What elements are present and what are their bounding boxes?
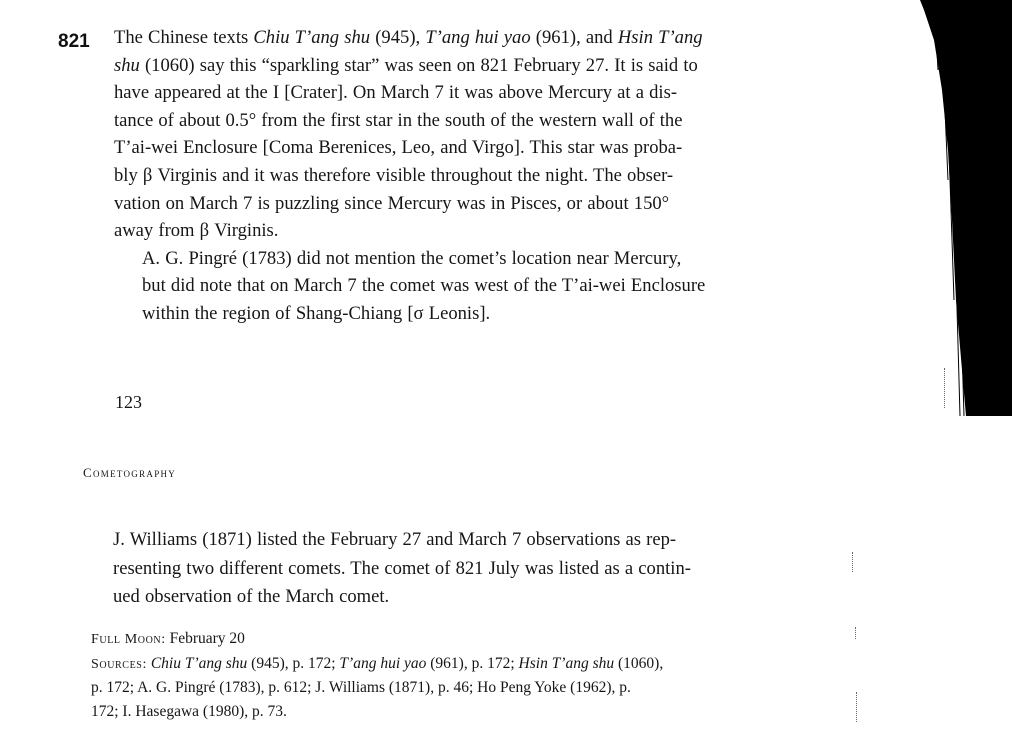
paragraph-williams	[86, 526, 786, 612]
paragraph-chinese-texts	[114, 24, 814, 245]
scan-binding-shadow	[912, 0, 1012, 416]
italic-title: Hsin T’ang shu	[518, 654, 615, 672]
text-run: (961), p. 172;	[426, 654, 519, 672]
paragraph-pingre	[114, 245, 814, 328]
text-run: (1060),	[614, 654, 664, 672]
italic-title: Hsin T’ang	[617, 27, 703, 48]
scan-artifact-dots	[944, 368, 946, 408]
sources-first-line	[147, 655, 663, 672]
text-line	[86, 526, 786, 555]
text-line	[114, 134, 814, 162]
text-line	[114, 217, 814, 245]
text-run: (945),	[370, 27, 426, 48]
text-line	[114, 107, 814, 135]
scan-artifact-dots	[852, 552, 854, 572]
sources-line	[91, 676, 791, 700]
text-run: p. 172; A. G. Pingré (1783), p. 612; J. Williams (1871), p. 46; Ho Peng Yoke (1962), p.	[91, 679, 631, 696]
text-run: bly β Virginis and it was therefore visible throughout the night. The obser-	[114, 164, 674, 186]
text-run: ued observation of the March comet.	[113, 586, 390, 607]
running-head: Cometography	[83, 465, 177, 480]
text-line	[114, 79, 814, 107]
full-moon-note	[91, 627, 791, 652]
entry-notes	[91, 627, 791, 723]
italic-title: Chiu T’ang shu	[253, 27, 371, 48]
text-run: but did note that on March 7 the comet was west of the T’ai-wei Enclosure	[142, 275, 706, 297]
text-line	[114, 162, 814, 190]
text-run: (1060) say this “sparkling star” was seen on 821 February 27. It is said to	[139, 54, 698, 76]
italic-title: T’ang hui yao	[425, 27, 531, 48]
text-run: resenting two different comets. The comet of 821 July was listed as a contin-	[113, 557, 691, 579]
italic-title: T’ang hui yao	[339, 654, 427, 672]
text-run: T’ai-wei Enclosure [Coma Berenices, Leo, and Virgo]. This star was proba-	[114, 137, 683, 159]
text-run: tance of about 0.5° from the first star in the south of the western wall of the	[114, 109, 683, 131]
text-run: The Chinese texts	[114, 27, 254, 48]
text-run: (945), p. 172;	[247, 654, 340, 672]
text-line	[114, 24, 814, 52]
scan-artifact-dots	[856, 692, 858, 722]
sources-label: Sources:	[91, 656, 147, 672]
sources-line	[91, 700, 791, 724]
text-line	[86, 555, 786, 584]
text-run: (961), and	[530, 27, 618, 48]
text-run: vation on March 7 is puzzling since Mercury was in Pisces, or about 150°	[114, 192, 670, 214]
text-run: have appeared at the I [Crater]. On March 7 it was above Mercury at a dis-	[114, 82, 678, 104]
italic-title: Chiu T’ang shu	[150, 654, 248, 672]
entry-number: 821	[58, 31, 90, 52]
page-number: 123	[115, 392, 142, 412]
full-moon-label: Full Moon:	[91, 632, 166, 647]
text-run: A. G. Pingré (1783) did not mention the comet’s location near Mercury,	[142, 247, 682, 269]
text-run: J. Williams (1871) listed the February 27 and March 7 observations as rep-	[113, 529, 677, 550]
text-line	[114, 245, 814, 273]
text-run: away from β Virginis.	[114, 220, 279, 242]
text-line	[114, 190, 814, 218]
scan-artifact-dots	[855, 627, 857, 639]
sources-note	[91, 652, 791, 677]
text-line	[114, 272, 814, 300]
text-run: within the region of Shang-Chiang [σ Leonis].	[142, 302, 491, 324]
full-moon-value: February 20	[165, 630, 245, 647]
italic-title: shu	[114, 54, 140, 76]
text-line	[114, 52, 814, 80]
entry-body	[114, 24, 814, 328]
continuation-body	[86, 526, 786, 612]
text-line	[114, 300, 814, 328]
text-line	[86, 583, 786, 612]
text-run: 172; I. Hasegawa (1980), p. 73.	[91, 702, 287, 720]
